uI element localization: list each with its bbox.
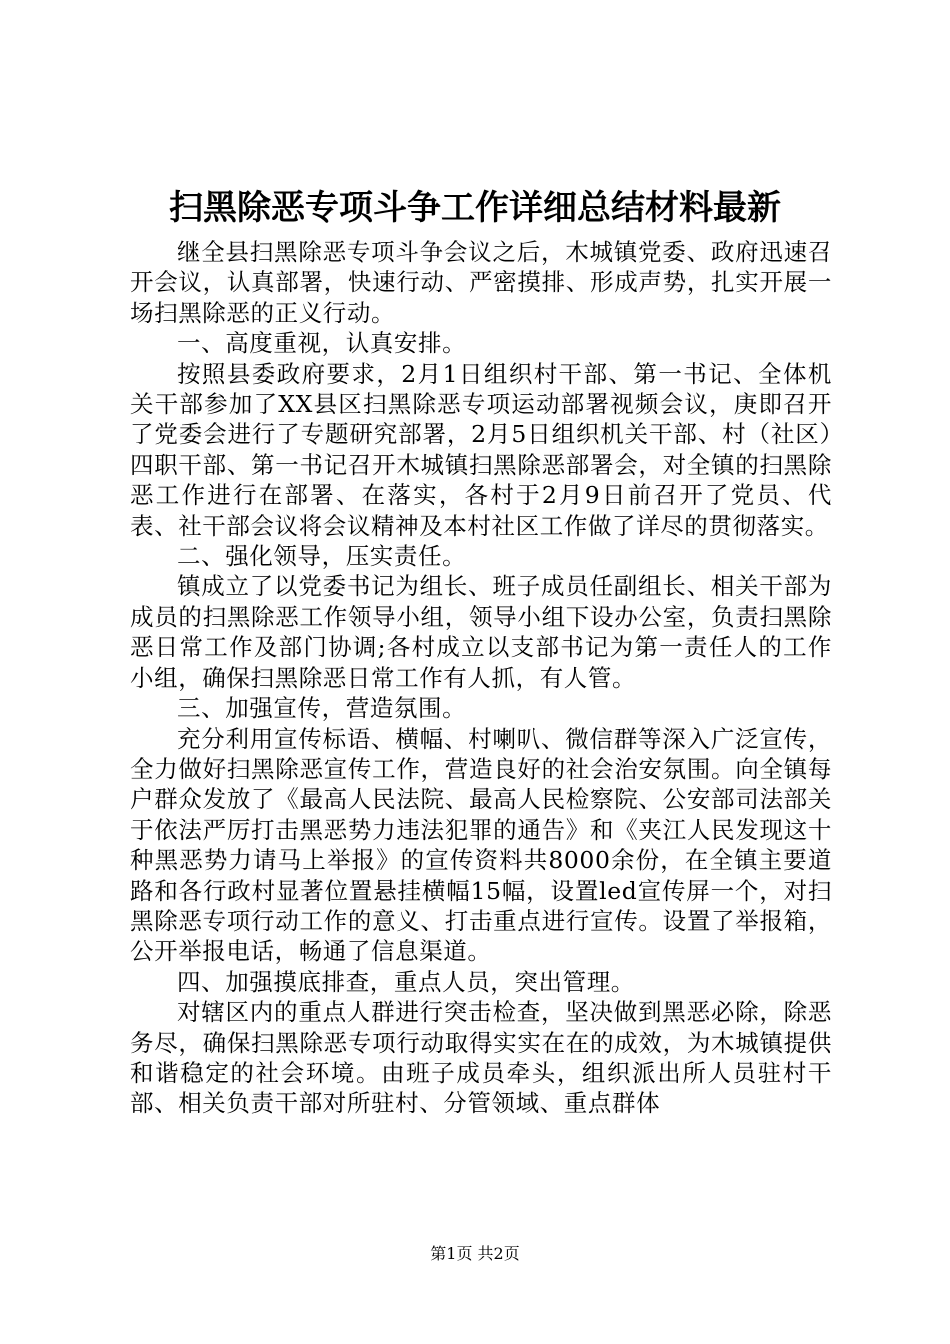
paragraph: 充分利用宣传标语、横幅、村喇叭、微信群等深入广泛宣传，全力做好扫黑除恶宣传工作，营造良好的社会治安氛围。向全镇每户群众发放了《最高人民法院、最高人民检察院、公安部司法部关于依法严厉打击黑恶势力违法犯罪的通告》和《夹江人民发现这十种黑恶势力请马上举报》的宣传资料共8000余份，在全镇主要道路和各行政村显著位置悬挂横幅15幅，设置led宣传屏一个，对扫黑除恶专项行动工作的意义、打击重点进行宣传。设置了举报箱，公开举报电话，畅通了信息渠道。: [130, 724, 832, 966]
section-heading: 二、强化领导，压实责任。: [177, 542, 467, 571]
paragraph: 继全县扫黑除恶专项斗争会议之后，木城镇党委、政府迅速召开会议，认真部署，快速行动、严密摸排、形成声势，扎实开展一场扫黑除恶的正义行动。: [130, 238, 832, 327]
paragraph: 镇成立了以党委书记为组长、班子成员任副组长、相关干部为成员的扫黑除恶工作领导小组，领导小组下设办公室，负责扫黑除恶日常工作及部门协调;各村成立以支部书记为第一责任人的工作小组，确保扫黑除恶日常工作有人抓，有人管。: [130, 572, 832, 692]
document-title: 扫黑除恶专项斗争工作详细总结材料最新: [169, 188, 781, 228]
document-body: [130, 237, 832, 1119]
page-footer: 第1页 共2页: [430, 1244, 520, 1263]
section-heading: 三、加强宣传，营造氛围。: [177, 694, 467, 723]
paragraph: 对辖区内的重点人群进行突击检查，坚决做到黑恶必除，除恶务尽，确保扫黑除恶专项行动取得实实在在的成效，为木城镇提供和谐稳定的社会环境。由班子成员牵头，组织派出所人员驻村干部、相关负责干部对所驻村、分管领域、重点群体: [130, 998, 832, 1118]
section-heading: 四、加强摸底排查，重点人员，突出管理。: [177, 967, 635, 996]
section-heading: 一、高度重视，认真安排。: [177, 329, 467, 358]
paragraph: 按照县委政府要求，2月1日组织村干部、第一书记、全体机关干部参加了XX县区扫黑除恶专项运动部署视频会议，庚即召开了党委会进行了专题研究部署，2月5日组织机关干部、村（社区）四职干部、第一书记召开木城镇扫黑除恶部署会，对全镇的扫黑除恶工作进行在部署、在落实，各村于2月9日前召开了党员、代表、社干部会议将会议精神及本村社区工作做了详尽的贯彻落实。: [130, 359, 832, 540]
